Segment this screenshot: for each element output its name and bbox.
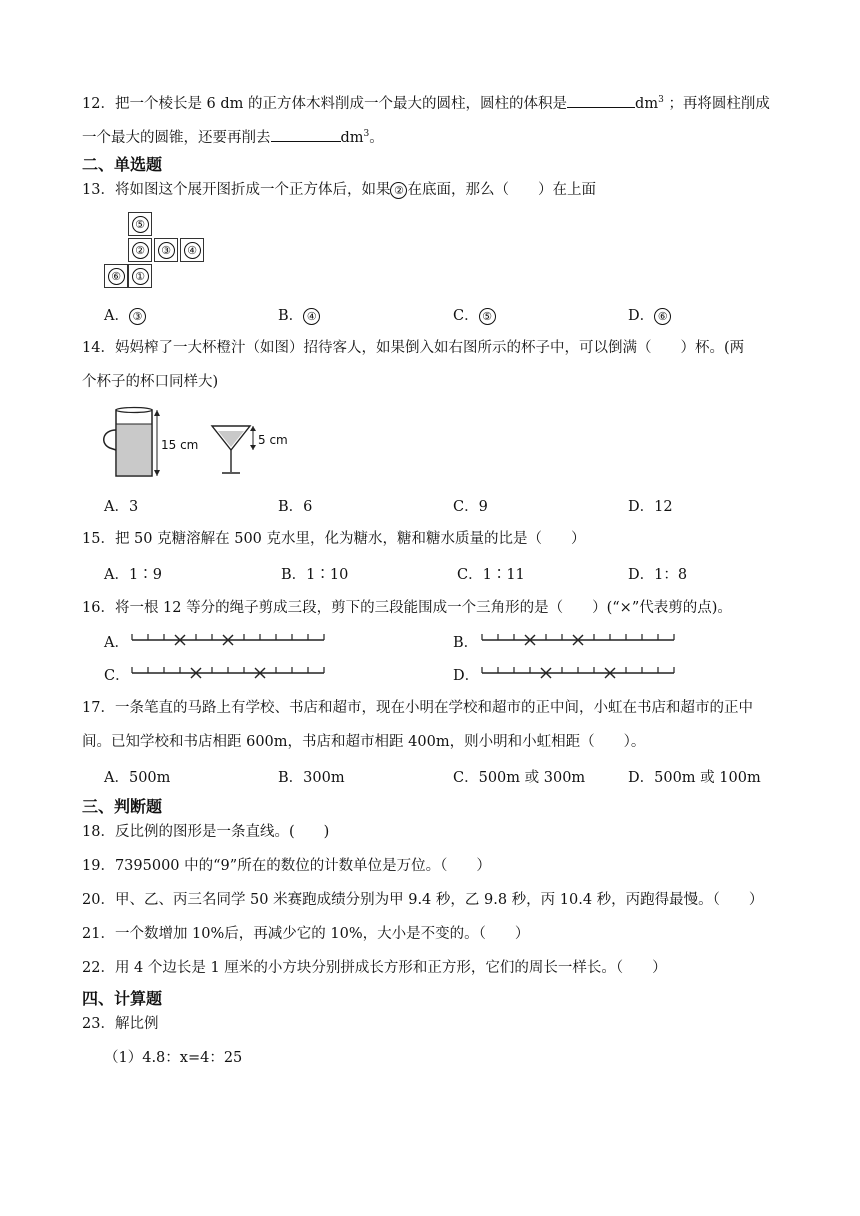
question-23-item-1: （1）4.8：x=4：25	[104, 1050, 243, 1066]
unit-dm: dm	[635, 95, 659, 112]
option-value: ③	[129, 308, 146, 325]
rope-diagram-c	[128, 661, 332, 681]
question-14-line-1: 14．妈妈榨了一大杯橙汁（如图）招待客人，如果倒入如右图所示的杯子中，可以倒满（ ）杯。(两	[82, 340, 745, 356]
q17-option-b[interactable]: B．300m	[278, 770, 345, 786]
q13-option-a[interactable]	[104, 304, 146, 325]
option-value: ⑤	[479, 308, 496, 325]
superscript: 3	[363, 129, 370, 139]
option-label: A．	[104, 308, 129, 324]
option-label: B．	[453, 635, 479, 651]
option-label: B．	[278, 308, 304, 324]
question-12-line-2	[82, 124, 384, 148]
q13-text-a: 13．将如图这个展开图折成一个正方体后，如果	[82, 182, 391, 198]
net-number: ⑤	[132, 216, 149, 233]
q13-option-c[interactable]	[453, 304, 496, 325]
superscript: 3	[658, 95, 664, 105]
q12-text-a: 12．把一个棱长是 6 dm 的正方体木料削成一个最大的圆柱，圆柱的体积是	[82, 95, 568, 112]
question-17-line-2: 间。已知学校和书店相距 600m，书店和超市相距 400m，则小明和小虹相距（ ）。	[82, 734, 646, 750]
net-number: ③	[158, 242, 175, 259]
section-heading-calculation: 四、计算题	[82, 989, 163, 1008]
option-label: A．	[104, 635, 129, 651]
q13-text-b: 在底面，那么（ ）在上面	[407, 182, 596, 198]
q12-text-b: ；再将圆柱削成	[668, 95, 770, 112]
net-cell	[128, 264, 152, 288]
cone-glass-icon	[212, 426, 256, 473]
q12-text-d: 。	[369, 129, 384, 146]
q16-option-d[interactable]	[453, 664, 479, 685]
net-cell	[180, 238, 204, 262]
q17-option-a[interactable]: A．500m	[104, 770, 171, 786]
cube-net-figure	[104, 212, 214, 292]
question-20: 20．甲、乙、丙三名同学 50 米赛跑成绩分别为甲 9.4 秒，乙 9.8 秒，丙 10.4 秒，丙跑得最慢。（ ）	[82, 892, 764, 908]
net-number: ①	[132, 268, 149, 285]
q17-option-c[interactable]: C．500m 或 300m	[453, 770, 586, 786]
net-cell	[128, 212, 152, 236]
net-cell	[104, 264, 128, 288]
question-12-line-1	[82, 90, 770, 114]
net-cell	[154, 238, 178, 262]
answer-blank[interactable]	[271, 127, 341, 142]
rope-diagram-a	[128, 628, 332, 648]
option-label: C．	[104, 668, 130, 684]
q15-option-b[interactable]: B．1∶10	[281, 567, 349, 583]
net-number: ⑥	[108, 268, 125, 285]
pitcher-icon	[104, 408, 160, 477]
section-heading-single-choice: 二、单选题	[82, 155, 163, 174]
q12-text-c: 一个最大的圆锥，还要再削去	[82, 129, 271, 146]
rope-diagram-b	[478, 628, 682, 648]
q15-option-a[interactable]: A．1∶9	[104, 567, 162, 583]
circled-number: ②	[390, 182, 407, 199]
q13-option-b[interactable]	[278, 304, 320, 325]
answer-blank[interactable]	[567, 93, 635, 108]
unit-dm: dm	[340, 129, 364, 146]
net-number: ④	[184, 242, 201, 259]
q14-option-b[interactable]: B．6	[278, 499, 313, 515]
q15-option-c[interactable]: C．1∶11	[457, 567, 525, 583]
net-cell	[128, 238, 152, 262]
question-18: 18．反比例的图形是一条直线。( )	[82, 824, 330, 840]
question-14-line-2: 个杯子的杯口同样大)	[82, 374, 219, 390]
glass-height-label: 5 cm	[258, 433, 288, 447]
question-13	[82, 180, 596, 200]
question-21: 21．一个数增加 10%后，再减少它的 10%，大小是不变的。（ ）	[82, 926, 530, 942]
pitcher-height-label: 15 cm	[161, 438, 199, 452]
rope-diagram-d	[478, 661, 682, 681]
q16-option-b[interactable]	[453, 631, 478, 652]
q14-option-c[interactable]: C．9	[453, 499, 488, 515]
q16-option-c[interactable]	[104, 664, 130, 685]
q16-option-a[interactable]	[104, 631, 129, 652]
question-22: 22．用 4 个边长是 1 厘米的小方块分别拼成长方形和正方形，它们的周长一样长。（ ）	[82, 960, 667, 976]
section-heading-true-false: 三、判断题	[82, 797, 163, 816]
question-16: 16．将一根 12 等分的绳子剪成三段，剪下的三段能围成一个三角形的是（ ）(“×”代表剪的点)。	[82, 600, 732, 616]
q17-option-d[interactable]: D．500m 或 100m	[628, 770, 761, 786]
q14-option-a[interactable]: A．3	[104, 499, 139, 515]
option-label: D．	[628, 308, 655, 324]
cups-figure	[100, 400, 310, 482]
question-23-title: 23．解比例	[82, 1016, 159, 1032]
question-17-line-1: 17．一条笔直的马路上有学校、书店和超市，现在小明在学校和超市的正中间，小虹在书店和超市的正中	[82, 700, 753, 716]
option-value: ④	[303, 308, 320, 325]
question-19: 19．7395000 中的“9”所在的数位的计数单位是万位。（ ）	[82, 858, 491, 874]
q14-option-d[interactable]: D．12	[628, 499, 673, 515]
q13-option-d[interactable]	[628, 304, 671, 325]
option-label: D．	[453, 668, 480, 684]
q15-option-d[interactable]: D．1：8	[628, 567, 688, 583]
question-15: 15．把 50 克糖溶解在 500 克水里，化为糖水，糖和糖水质量的比是（ ）	[82, 531, 586, 547]
net-number: ②	[132, 242, 149, 259]
option-label: C．	[453, 308, 479, 324]
option-value: ⑥	[654, 308, 671, 325]
